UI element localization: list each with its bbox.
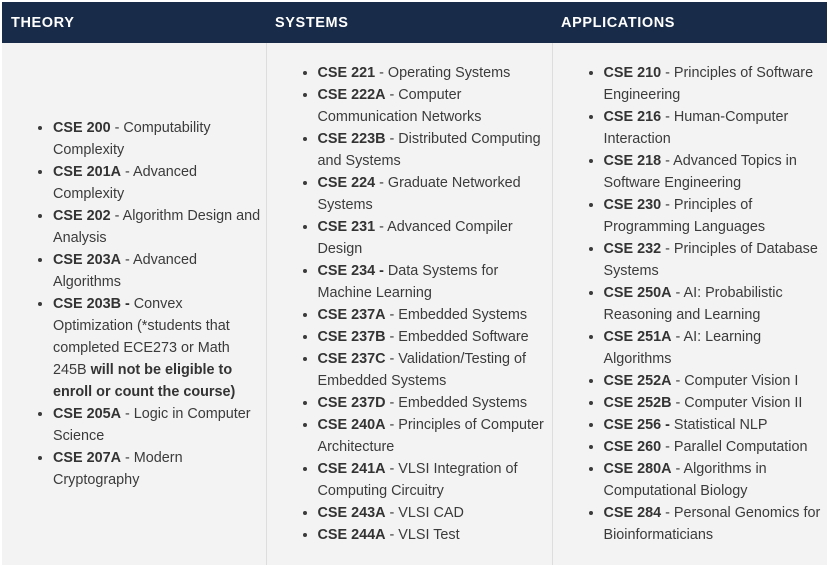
course-code: CSE 218 xyxy=(603,153,662,169)
course-code: CSE 280A xyxy=(603,461,672,477)
course-item xyxy=(318,128,548,172)
course-item xyxy=(318,458,548,502)
course-item xyxy=(604,502,824,546)
course-code: CSE 237A xyxy=(317,307,386,323)
course-code: CSE 201A xyxy=(53,164,121,180)
course-code: CSE 232 xyxy=(603,241,662,257)
course-title: - Advanced Topics in Software Engineering xyxy=(603,153,797,191)
course-title: - VLSI CAD xyxy=(385,505,464,521)
course-title: - Advanced Complexity xyxy=(53,164,198,202)
course-title: - Logic in Computer Science xyxy=(53,406,251,444)
course-code: CSE 260 xyxy=(603,439,662,455)
course-code: CSE 231 xyxy=(317,219,376,235)
course-title: - Personal Genomics for Bioinformaticians xyxy=(603,505,821,543)
course-title: - Advanced Algorithms xyxy=(53,252,198,290)
course-item xyxy=(318,216,548,260)
course-restriction-note: will not be eligible to enroll or count the course) xyxy=(53,362,236,400)
course-item xyxy=(318,304,548,326)
course-code: CSE 243A xyxy=(317,505,386,521)
course-code: CSE 240A xyxy=(317,417,386,433)
applications-course-list xyxy=(553,62,824,546)
course-code: CSE 222A xyxy=(317,87,386,103)
course-title: - Principles of Database Systems xyxy=(603,241,818,279)
course-item xyxy=(53,447,262,491)
course-code: CSE 205A xyxy=(53,406,121,422)
course-code: CSE 256 - xyxy=(603,417,670,433)
course-item xyxy=(604,238,824,282)
course-item xyxy=(604,392,824,414)
course-item xyxy=(318,348,548,392)
course-item xyxy=(604,414,824,436)
course-item xyxy=(604,282,824,326)
course-item xyxy=(318,414,548,458)
course-code: CSE 237B xyxy=(317,329,386,345)
course-item xyxy=(604,62,824,106)
course-title: - Algorithm Design and Analysis xyxy=(53,208,261,246)
header-applications: APPLICATIONS xyxy=(552,2,827,43)
course-title: - Graduate Networked Systems xyxy=(317,175,521,213)
header-systems: SYSTEMS xyxy=(266,2,552,43)
course-item xyxy=(604,326,824,370)
course-title: Statistical NLP xyxy=(669,417,768,433)
theory-course-list xyxy=(2,117,262,491)
course-title: - Validation/Testing of Embedded Systems xyxy=(317,351,527,389)
course-title: - VLSI Integration of Computing Circuitry xyxy=(317,461,518,499)
course-title: - Embedded Systems xyxy=(385,395,528,411)
applications-column xyxy=(552,43,827,565)
course-item xyxy=(53,117,262,161)
course-title: - Principles of Software Engineering xyxy=(603,65,814,103)
course-title: - Modern Cryptography xyxy=(53,450,183,488)
course-code: CSE 203B - xyxy=(53,296,130,312)
course-code: CSE 237C xyxy=(317,351,386,367)
course-item xyxy=(318,326,548,348)
course-code: CSE 230 xyxy=(603,197,662,213)
course-item xyxy=(604,436,824,458)
course-item xyxy=(604,106,824,150)
course-title: - Computer Communication Networks xyxy=(317,87,482,125)
course-item xyxy=(604,370,824,392)
course-item xyxy=(53,161,262,205)
course-item xyxy=(318,392,548,414)
course-title: - Computer Vision II xyxy=(671,395,803,411)
course-title: - AI: Learning Algorithms xyxy=(603,329,762,367)
course-item xyxy=(53,249,262,293)
course-title: - Computer Vision I xyxy=(671,373,799,389)
course-item xyxy=(53,293,262,403)
course-item xyxy=(53,403,262,447)
body-row xyxy=(2,43,827,565)
course-code: CSE 252A xyxy=(603,373,672,389)
course-item xyxy=(318,84,548,128)
course-title: - Parallel Computation xyxy=(661,439,808,455)
course-title: - Human-Computer Interaction xyxy=(603,109,789,147)
systems-course-list xyxy=(267,62,548,546)
course-title: - Advanced Compiler Design xyxy=(317,219,513,257)
course-code: CSE 237D xyxy=(317,395,386,411)
course-code: CSE 241A xyxy=(317,461,386,477)
course-item xyxy=(318,62,548,84)
course-title: Data Systems for Machine Learning xyxy=(317,263,499,301)
course-code: CSE 203A xyxy=(53,252,121,268)
course-table xyxy=(2,2,827,565)
course-title: Convex Optimization (*students that completed ECE273 or Math 245B xyxy=(53,296,230,378)
course-code: CSE 224 xyxy=(317,175,376,191)
course-item xyxy=(318,260,548,304)
course-title: - Algorithms in Computational Biology xyxy=(603,461,767,499)
course-title: - Embedded Software xyxy=(385,329,529,345)
course-code: CSE 200 xyxy=(53,120,111,136)
course-item xyxy=(318,502,548,524)
course-code: CSE 234 - xyxy=(317,263,384,279)
course-code: CSE 202 xyxy=(53,208,111,224)
course-title: - AI: Probabilistic Reasoning and Learning xyxy=(603,285,783,323)
course-item xyxy=(604,194,824,238)
course-title: - Operating Systems xyxy=(375,65,511,81)
course-code: CSE 221 xyxy=(317,65,376,81)
course-item xyxy=(318,524,548,546)
course-title: - VLSI Test xyxy=(385,527,460,543)
course-code: CSE 223B xyxy=(317,131,386,147)
course-item xyxy=(604,458,824,502)
theory-column xyxy=(2,43,266,565)
course-code: CSE 207A xyxy=(53,450,121,466)
course-title: - Embedded Systems xyxy=(385,307,528,323)
systems-column xyxy=(266,43,552,565)
course-code: CSE 284 xyxy=(603,505,662,521)
course-code: CSE 251A xyxy=(603,329,672,345)
course-code: CSE 210 xyxy=(603,65,662,81)
course-title: - Distributed Computing and Systems xyxy=(317,131,541,169)
course-item xyxy=(318,172,548,216)
course-item xyxy=(604,150,824,194)
course-title: - Computability Complexity xyxy=(53,120,211,158)
course-code: CSE 252B xyxy=(603,395,672,411)
course-code: CSE 216 xyxy=(603,109,662,125)
header-row xyxy=(2,2,827,43)
course-title: - Principles of Computer Architecture xyxy=(317,417,544,455)
course-title: - Principles of Programming Languages xyxy=(603,197,766,235)
course-item xyxy=(53,205,262,249)
course-code: CSE 250A xyxy=(603,285,672,301)
course-code: CSE 244A xyxy=(317,527,386,543)
header-theory: THEORY xyxy=(2,2,266,43)
